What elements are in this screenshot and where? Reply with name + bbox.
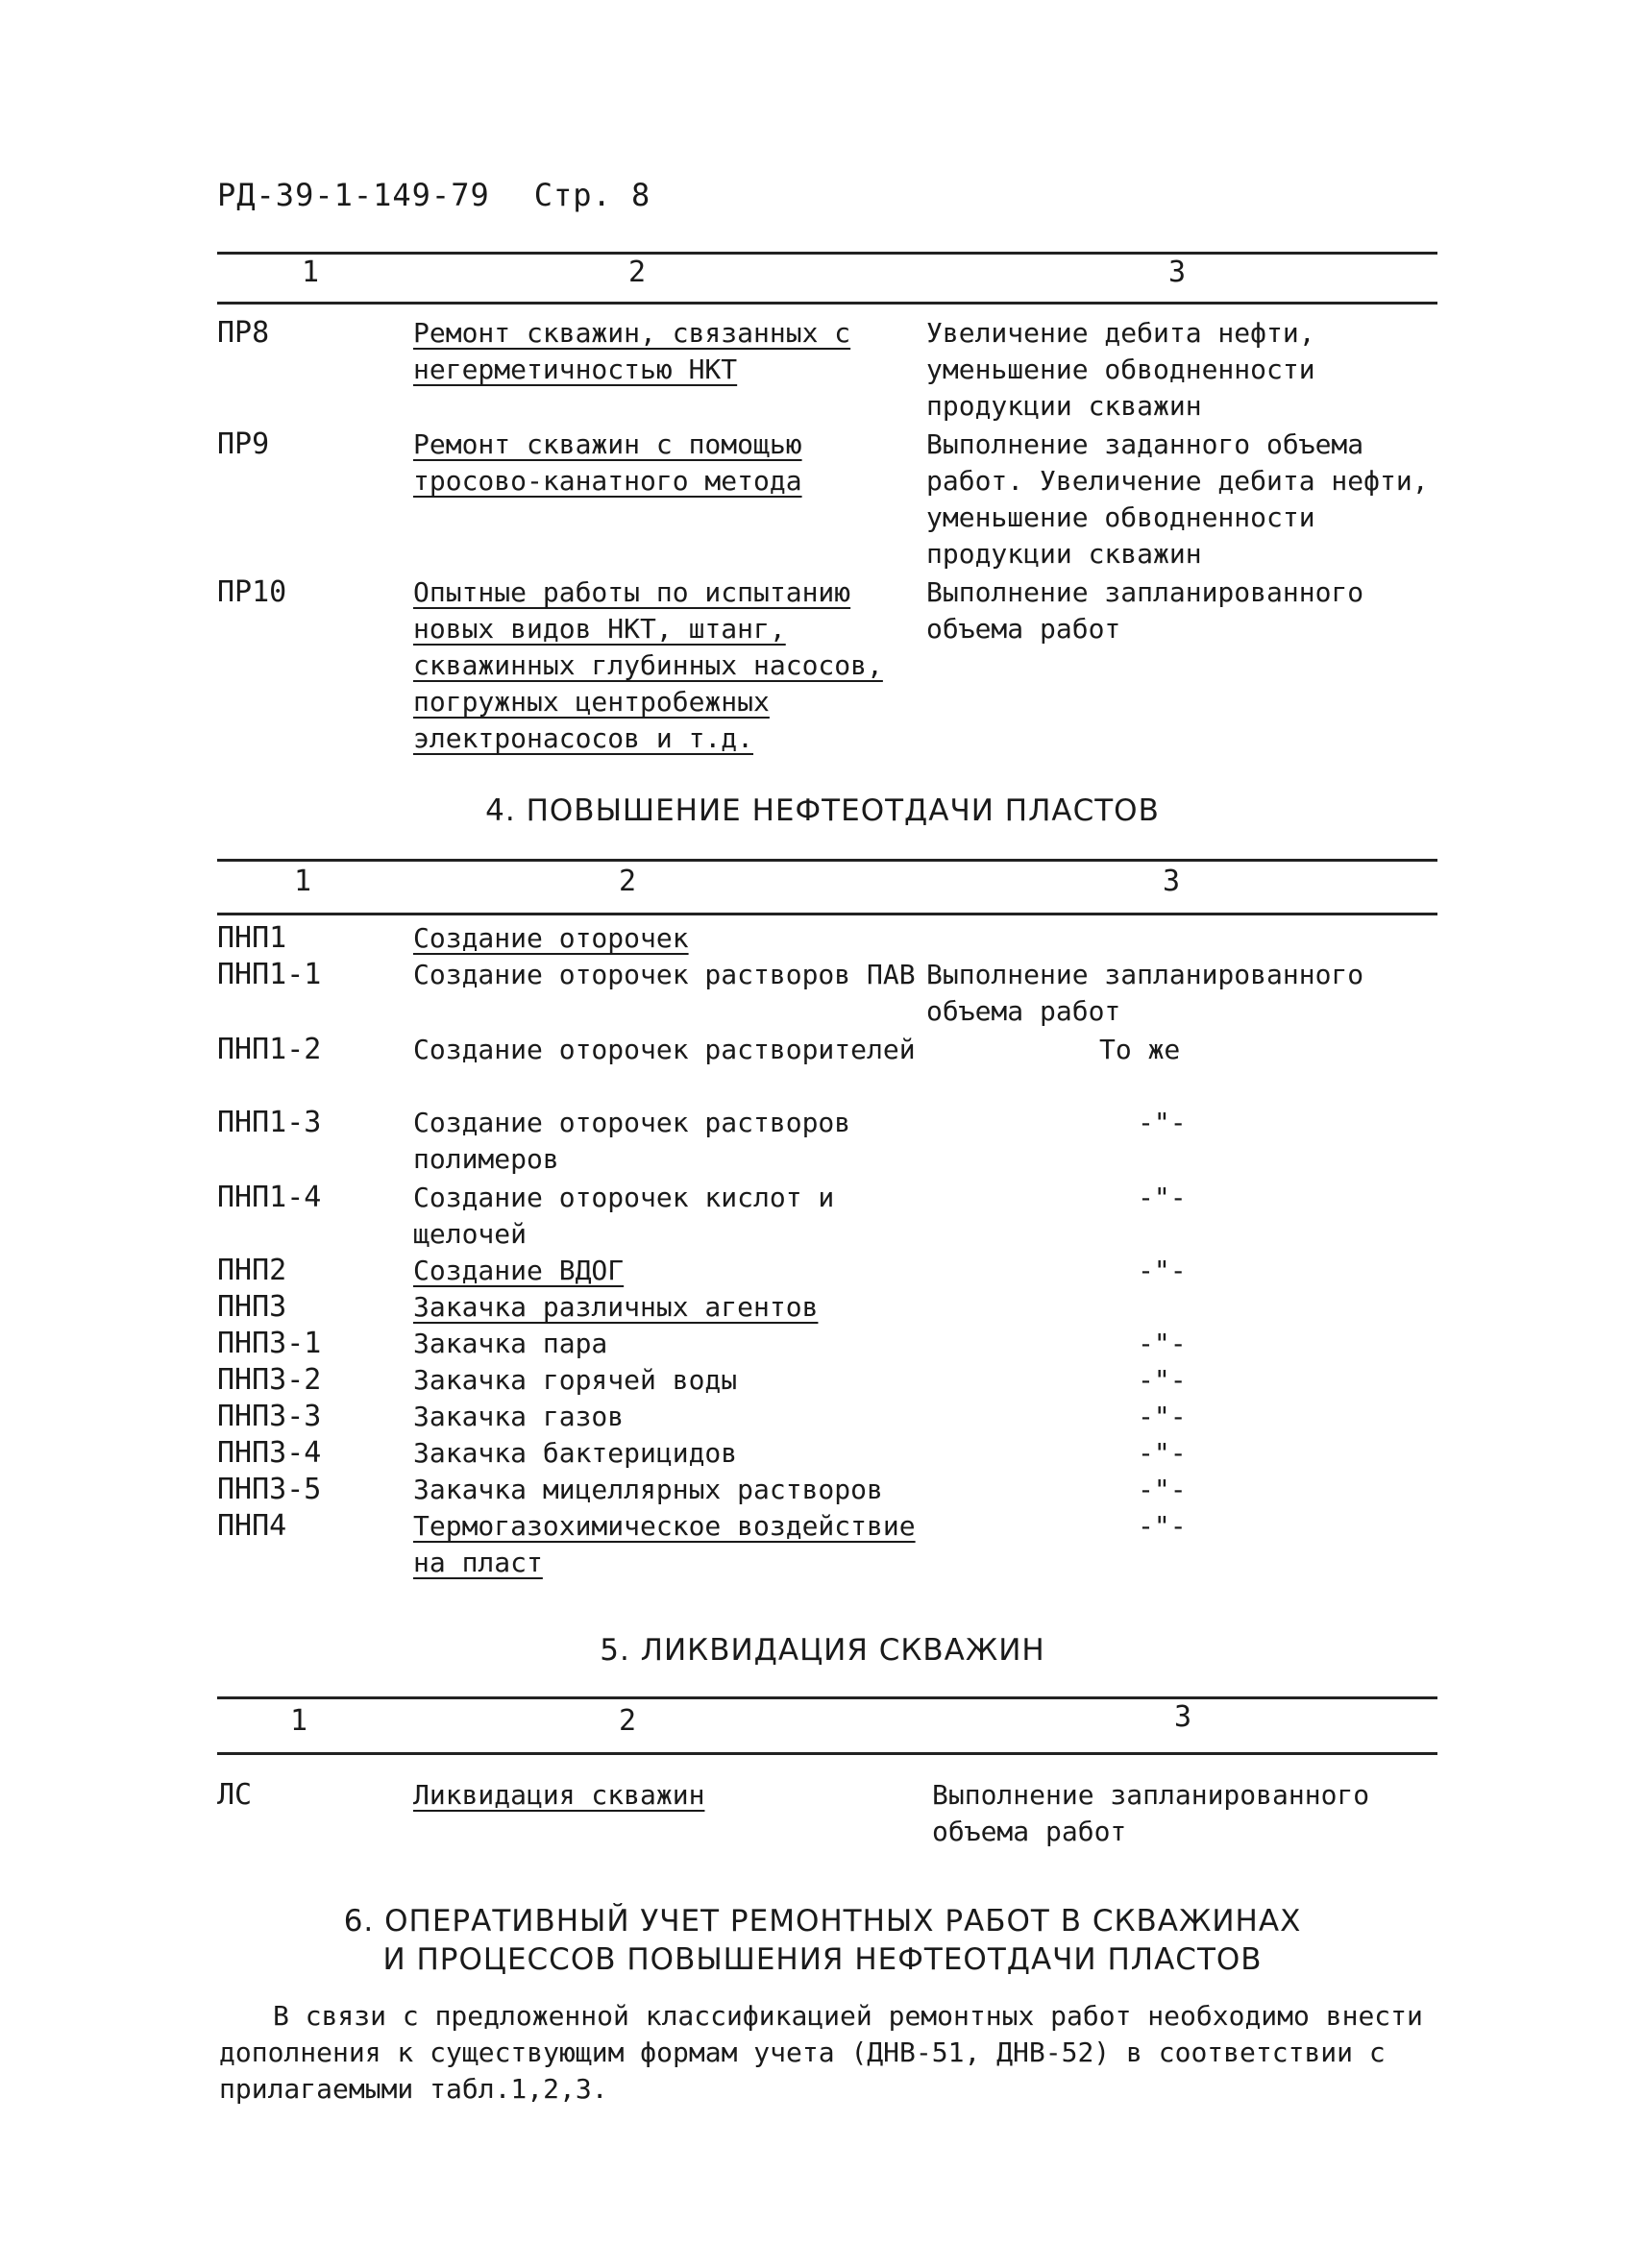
row-name: Создание оторочек растворителей <box>413 1034 916 1065</box>
table-top-rule <box>217 252 1437 255</box>
column-header-3: 3 <box>1163 865 1181 898</box>
row-name: Закачка бактерицидов <box>413 1437 738 1469</box>
ditto-mark: -"- <box>1138 1401 1187 1432</box>
row-result: То же <box>1099 1034 1181 1065</box>
table-repairs-continued <box>217 248 1437 767</box>
row-code: ПР8 <box>217 316 270 350</box>
row-code: ПНП3-4 <box>217 1436 322 1470</box>
ditto-mark: -"- <box>1138 1474 1187 1505</box>
table-top-rule <box>217 859 1437 862</box>
column-header-1: 1 <box>290 1704 308 1738</box>
row-name: Создание ВДОГ <box>413 1255 625 1286</box>
row-name: Термогазохимическое воздействие на пласт <box>413 1510 916 1578</box>
row-code: ПР10 <box>217 575 287 609</box>
column-header-2: 2 <box>628 256 647 289</box>
section-6-title-line-1: 6. ОПЕРАТИВНЫЙ УЧЕТ РЕМОНТНЫХ РАБОТ В СКВАЖИНАХ <box>343 1904 1302 1939</box>
row-name: Закачка различных агентов <box>413 1291 819 1323</box>
column-header-3: 3 <box>1168 256 1187 289</box>
row-name: Закачка газов <box>413 1401 625 1432</box>
row-name: Ремонт скважин, связанных с негерметичностью НКТ <box>413 317 851 385</box>
row-result: Выполнение запланированного объема работ <box>926 959 1364 1027</box>
column-header-1: 1 <box>302 256 320 289</box>
row-name: Создание оторочек растворов ПАВ <box>413 959 916 990</box>
table-header-rule <box>217 913 1437 915</box>
ditto-mark: -"- <box>1138 1510 1187 1542</box>
ditto-mark: -"- <box>1138 1107 1187 1138</box>
section-5-title: 5. ЛИКВИДАЦИЯ СКВАЖИН <box>600 1633 1045 1668</box>
row-code: ПНП1-1 <box>217 958 322 991</box>
row-name: Опытные работы по испытанию новых видов НКТ, штанг, скважинных глубинных насосов, погружных центробежных электронасосов и т.д. <box>413 576 883 754</box>
ditto-mark: -"- <box>1138 1364 1187 1396</box>
row-result: Выполнение запланированного объема работ <box>926 576 1364 645</box>
row-name: Ремонт скважин с помощью тросово-канатного метода <box>413 428 802 497</box>
row-code: ПНП2 <box>217 1254 287 1287</box>
row-name: Создание оторочек растворов полимеров <box>413 1107 851 1175</box>
document-code: РД-39-1-149-79 <box>217 177 490 213</box>
row-code: ПНП1-3 <box>217 1106 322 1139</box>
section-4-title: 4. ПОВЫШЕНИЕ НЕФТЕОТДАЧИ ПЛАСТОВ <box>485 793 1160 828</box>
page-header <box>217 177 651 213</box>
row-code: ПНП1-2 <box>217 1033 322 1066</box>
column-header-1: 1 <box>294 865 312 898</box>
table-header-rule <box>217 1752 1437 1755</box>
row-code: ПНП3-1 <box>217 1327 322 1360</box>
column-header-2: 2 <box>619 865 637 898</box>
row-code: ПНП1 <box>217 921 287 955</box>
row-name: Создание оторочек <box>413 922 689 954</box>
column-header-3: 3 <box>1174 1700 1192 1734</box>
table-oil-recovery <box>217 855 1437 1604</box>
row-code: ПНП4 <box>217 1509 287 1543</box>
section-6-paragraph: В связи с предложенной классификацией ремонтных работ необходимо внести дополнения к существующим формам учета (ДНВ-51, ДНВ-52) в соответствии с прилагаемыми табл.1,2,3. <box>219 2000 1423 2105</box>
row-code: ПНП1-4 <box>217 1181 322 1214</box>
row-result: Выполнение заданного объема работ. Увеличение дебита нефти, уменьшение обводненности продукции скважин <box>926 428 1429 570</box>
page-number: Стр. 8 <box>533 177 651 213</box>
row-result: Выполнение запланированного объема работ <box>932 1779 1370 1847</box>
ditto-mark: -"- <box>1138 1255 1187 1286</box>
table-header-rule <box>217 302 1437 305</box>
section-6-title-line-2: И ПРОЦЕССОВ ПОВЫШЕНИЯ НЕФТЕОТДАЧИ ПЛАСТОВ <box>382 1942 1263 1977</box>
table-well-abandonment <box>217 1693 1437 1856</box>
row-code: ПНП3-5 <box>217 1473 322 1506</box>
row-code: ПНП3 <box>217 1290 287 1324</box>
row-name: Закачка горячей воды <box>413 1364 738 1396</box>
row-code: ПР9 <box>217 427 270 461</box>
row-name: Ликвидация скважин <box>413 1779 705 1811</box>
row-code: ПНП3-2 <box>217 1363 322 1397</box>
table-top-rule <box>217 1696 1437 1699</box>
row-name: Закачка мицеллярных растворов <box>413 1474 883 1505</box>
ditto-mark: -"- <box>1138 1182 1187 1213</box>
column-header-2: 2 <box>619 1704 637 1738</box>
ditto-mark: -"- <box>1138 1328 1187 1359</box>
row-code: ЛС <box>217 1778 253 1812</box>
row-result: Увеличение дебита нефти, уменьшение обводненности продукции скважин <box>926 317 1315 422</box>
row-name: Закачка пара <box>413 1328 608 1359</box>
ditto-mark: -"- <box>1138 1437 1187 1469</box>
row-code: ПНП3-3 <box>217 1400 322 1433</box>
row-name: Создание оторочек кислот и щелочей <box>413 1182 835 1250</box>
